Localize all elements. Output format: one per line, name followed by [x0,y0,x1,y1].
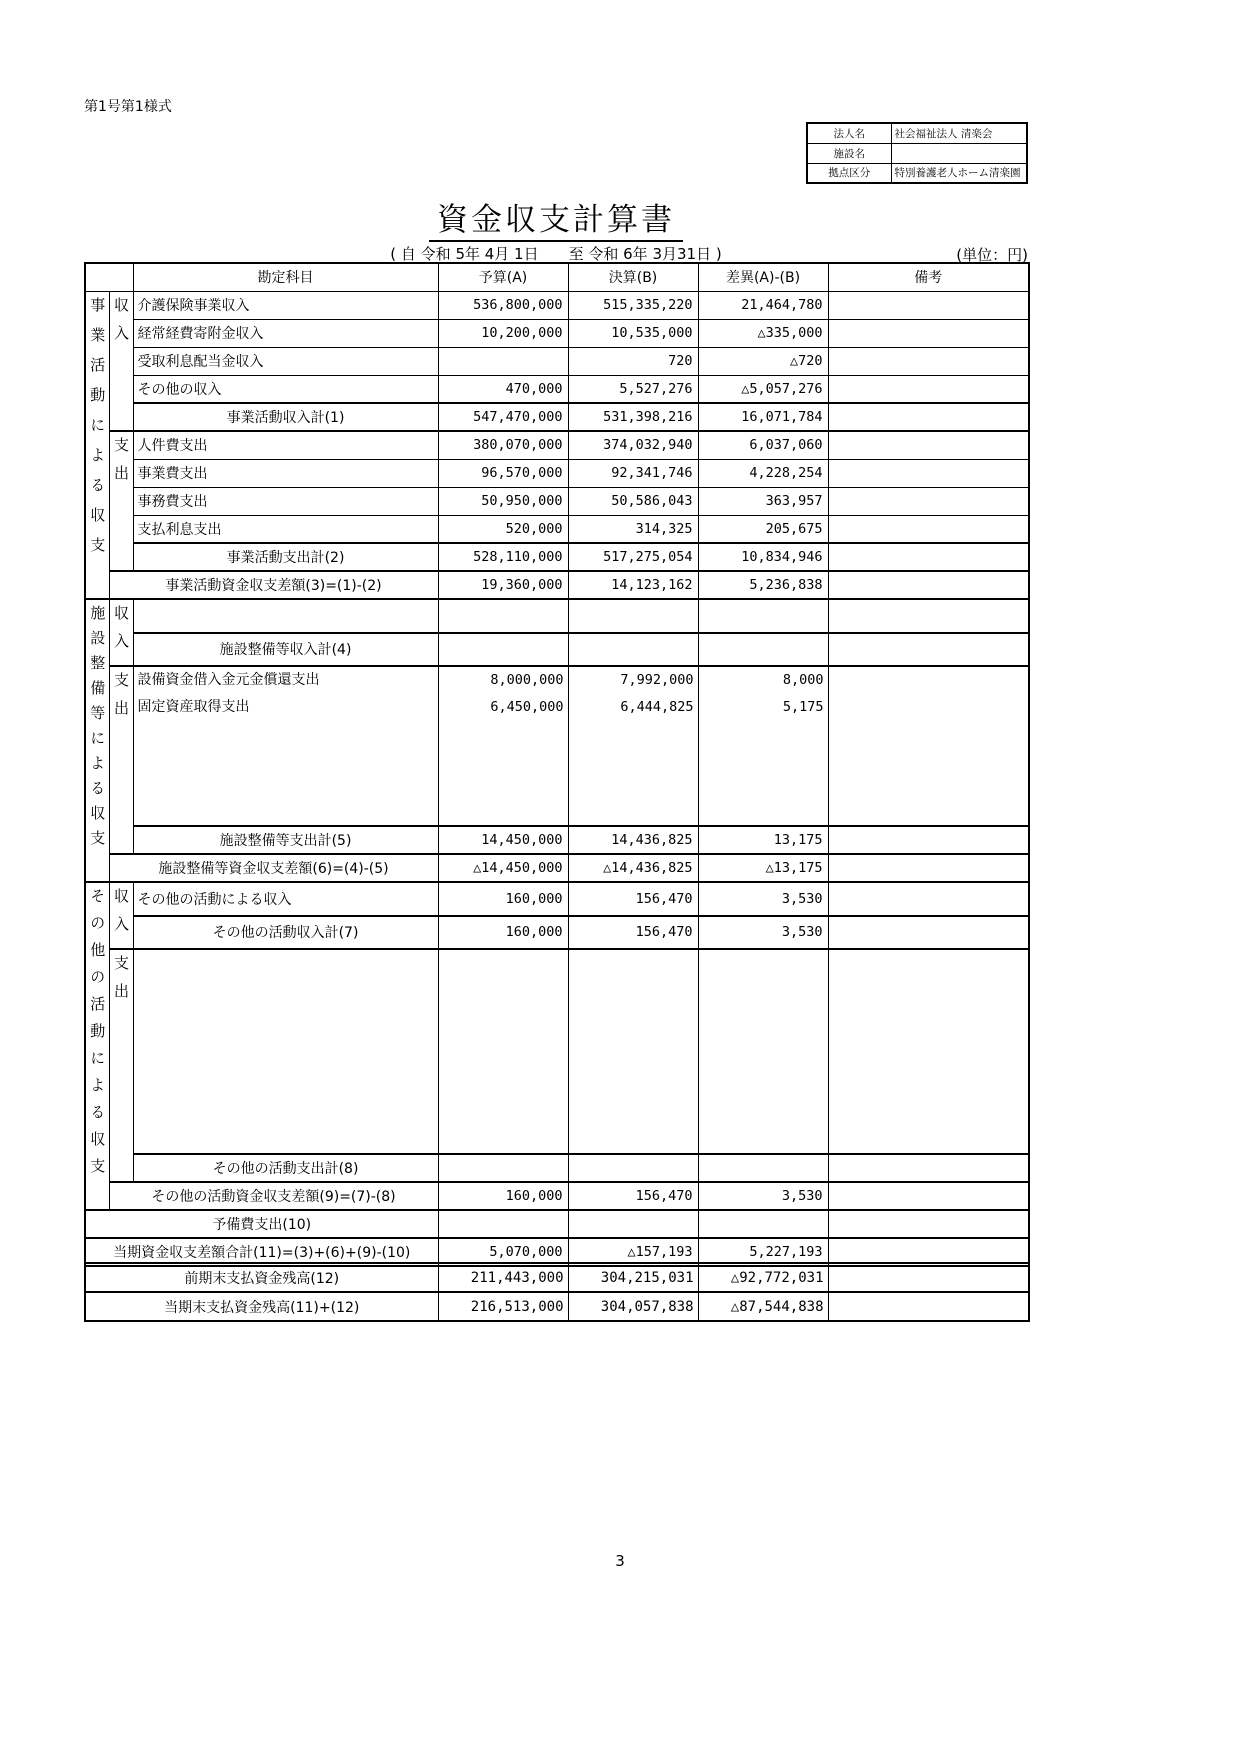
diff-cell: △13,175 [698,854,828,882]
diff-cell: 16,071,784 [698,403,828,431]
diff-cell: 5,175 [782,699,824,715]
income-group-label: 収入 [109,599,133,666]
account-cell: 当期資金収支差額合計(11)=(3)+(6)+(9)-(10) [85,1238,438,1266]
balance-row [85,1182,1029,1210]
table-row [85,882,1029,916]
note-cell [828,571,1029,599]
account-cell: その他の活動収入計(7) [133,916,438,950]
note-cell [828,949,1029,1154]
settlement-cell: △157,193 [568,1238,698,1266]
subtotal-row [85,1154,1029,1182]
settlement-cell: 14,123,162 [568,571,698,599]
budget-cell [438,347,568,375]
budget-cell: △14,450,000 [438,854,568,882]
budget-cell: 160,000 [438,882,568,916]
settlement-cell: 10,535,000 [568,319,698,347]
settlement-cell: 517,275,054 [568,543,698,571]
account-cell: その他の収入 [133,375,438,403]
budget-cell: 380,070,000 [438,431,568,459]
account-cell: 施設整備等支出計(5) [133,826,438,854]
expense-block-row [85,666,1029,826]
settlement-cell: 720 [568,347,698,375]
account-cell: 事業活動支出計(2) [133,543,438,571]
diff-cell [698,633,828,667]
table-row [85,431,1029,459]
account-cell: 予備費支出(10) [85,1210,438,1238]
note-cell [828,599,1029,633]
income-group-label: 収入 [109,291,133,431]
settlement-cell: 515,335,220 [568,291,698,319]
settlement-cell: 314,325 [568,515,698,543]
division-label: 拠点区分 [807,163,891,183]
header-account: 勘定科目 [133,263,438,291]
table-row [85,347,1029,375]
settlement-cell [568,633,698,667]
balance-row [85,571,1029,599]
budget-cell: 5,070,000 [438,1238,568,1266]
facility-name-label: 施設名 [807,143,891,163]
note-cell [828,403,1029,431]
settlement-cell: 156,470 [568,1182,698,1210]
income-group-label: 収入 [109,882,133,949]
table-row [85,319,1029,347]
diff-cell: △92,772,031 [698,1263,828,1292]
header-budget: 予算(A) [438,263,568,291]
note-cell [828,515,1029,543]
note-cell [828,431,1029,459]
settlement-cell: 14,436,825 [568,826,698,854]
diff-cell: 5,236,838 [698,571,828,599]
page-number: 3 [615,1552,625,1570]
diff-block [698,666,828,826]
budget-cell: 216,513,000 [438,1292,568,1321]
budget-cell [438,1154,568,1182]
header-settlement: 決算(B) [568,263,698,291]
account-cell: 当期末支払資金残高(11)+(12) [85,1292,438,1321]
fund-balance-table [84,1262,1030,1322]
note-cell [828,375,1029,403]
section-label-facility: 施設整備等による収支 [85,599,109,882]
ending-balance-row [85,1292,1029,1321]
table-row [85,459,1029,487]
diff-cell: 3,530 [698,916,828,950]
account-cell: 介護保険事業収入 [133,291,438,319]
header-note: 備考 [828,263,1029,291]
note-cell [828,1210,1029,1238]
account-cell [133,599,438,633]
header-diff: 差異(A)-(B) [698,263,828,291]
account-cell: 事業費支出 [133,459,438,487]
diff-cell: 13,175 [698,826,828,854]
settlement-cell [568,1210,698,1238]
expense-group-label: 支出 [109,949,133,1182]
note-cell [828,916,1029,950]
table-row [85,291,1029,319]
account-cell: 施設整備等資金収支差額(6)=(4)-(5) [109,854,438,882]
note-cell [828,487,1029,515]
subtotal-row [85,916,1029,950]
page-title: 資金収支計算書 [429,194,683,242]
settlement-block [568,666,698,826]
account-cell: その他の活動による収入 [133,882,438,916]
corp-info-box [806,122,1028,184]
diff-cell: 363,957 [698,487,828,515]
note-cell [828,666,1029,826]
note-cell [828,543,1029,571]
settlement-cell: 374,032,940 [568,431,698,459]
budget-cell: 6,450,000 [490,699,564,715]
budget-cell: 547,470,000 [438,403,568,431]
account-cell: 事業活動資金収支差額(3)=(1)-(2) [109,571,438,599]
account-cell: 人件費支出 [133,431,438,459]
table-row [85,375,1029,403]
note-cell [828,854,1029,882]
budget-cell [438,1210,568,1238]
budget-cell: 160,000 [438,916,568,950]
settlement-cell: 531,398,216 [568,403,698,431]
budget-cell: 528,110,000 [438,543,568,571]
account-cell: 前期末支払資金残高(12) [85,1263,438,1292]
account-block [133,666,438,826]
account-cell [133,949,438,1154]
settlement-cell [568,949,698,1154]
budget-cell [438,949,568,1154]
title-area [84,194,1028,242]
diff-cell: 3,530 [698,882,828,916]
account-cell: 事務費支出 [133,487,438,515]
note-cell [828,633,1029,667]
budget-cell: 536,800,000 [438,291,568,319]
account-cell: 経常経費寄附金収入 [133,319,438,347]
budget-cell [438,633,568,667]
facility-name-row [807,143,1027,163]
note-cell [828,1182,1029,1210]
budget-block [438,666,568,826]
diff-cell [698,949,828,1154]
division-row [807,163,1027,183]
subtotal-row [85,543,1029,571]
reserve-row [85,1210,1029,1238]
note-cell [828,1263,1029,1292]
diff-cell: 10,834,946 [698,543,828,571]
diff-cell [698,1210,828,1238]
diff-cell: 6,037,060 [698,431,828,459]
settlement-cell: 304,215,031 [568,1263,698,1292]
budget-cell: 19,360,000 [438,571,568,599]
section-label-business: 事業活動による収支 [85,291,109,599]
settlement-cell: 156,470 [568,882,698,916]
subtotal-row [85,403,1029,431]
corp-name-value: 社会福祉法人 清楽会 [891,123,1027,143]
corp-name-label: 法人名 [807,123,891,143]
account-cell: 固定資産取得支出 [137,699,250,715]
diff-cell [698,1154,828,1182]
diff-cell: △87,544,838 [698,1292,828,1321]
previous-balance-row [85,1263,1029,1292]
budget-cell: 50,950,000 [438,487,568,515]
budget-cell: 470,000 [438,375,568,403]
budget-cell: 8,000,000 [490,672,564,688]
table-row [85,487,1029,515]
diff-cell [698,599,828,633]
account-cell: 設備資金借入金元金償還支出 [137,672,320,688]
budget-cell: 14,450,000 [438,826,568,854]
note-cell [828,826,1029,854]
diff-cell: △720 [698,347,828,375]
table-row [85,599,1029,633]
expense-group-label: 支出 [109,431,133,571]
settlement-cell: 5,527,276 [568,375,698,403]
diff-cell: 8,000 [782,672,824,688]
table-header-row [85,263,1029,291]
budget-cell: 520,000 [438,515,568,543]
settlement-cell [568,599,698,633]
diff-cell: △5,057,276 [698,375,828,403]
table-row [85,515,1029,543]
settlement-cell: 6,444,825 [620,699,694,715]
account-cell: その他の活動支出計(8) [133,1154,438,1182]
diff-cell: 4,228,254 [698,459,828,487]
account-cell: 支払利息支出 [133,515,438,543]
budget-cell: 96,570,000 [438,459,568,487]
settlement-cell: 50,586,043 [568,487,698,515]
account-cell: 事業活動収入計(1) [133,403,438,431]
settlement-cell: 7,992,000 [620,672,694,688]
account-cell: 受取利息配当金収入 [133,347,438,375]
diff-cell: △335,000 [698,319,828,347]
settlement-cell: 156,470 [568,916,698,950]
budget-cell: 160,000 [438,1182,568,1210]
note-cell [828,459,1029,487]
diff-cell: 3,530 [698,1182,828,1210]
settlement-cell: 92,341,746 [568,459,698,487]
budget-cell: 211,443,000 [438,1263,568,1292]
note-cell [828,1292,1029,1321]
settlement-cell [568,1154,698,1182]
subtotal-row [85,826,1029,854]
diff-cell: 5,227,193 [698,1238,828,1266]
expense-group-label: 支出 [109,666,133,854]
note-cell [828,291,1029,319]
settlement-cell: 304,057,838 [568,1292,698,1321]
balance-row [85,854,1029,882]
cashflow-table [84,262,1030,1267]
note-cell [828,882,1029,916]
settlement-cell: △14,436,825 [568,854,698,882]
period-area [84,243,1028,264]
diff-cell: 21,464,780 [698,291,828,319]
subtotal-row [85,633,1029,667]
unit-note: (単位：円) [956,246,1028,264]
expense-blank-row [85,949,1029,1154]
account-cell: その他の活動資金収支差額(9)=(7)-(8) [109,1182,438,1210]
section-label-other: その他の活動による収支 [85,882,109,1210]
note-cell [828,347,1029,375]
header-corner-cell [85,263,133,291]
account-cell: 施設整備等収入計(4) [133,633,438,667]
division-value: 特別養護老人ホーム清楽園 [891,163,1027,183]
report-period: ( 自 令和 5年 4月 1日 至 令和 6年 3月31日 ) [390,245,722,263]
note-cell [828,319,1029,347]
facility-name-value [891,143,1027,163]
budget-cell: 10,200,000 [438,319,568,347]
corp-name-row [807,123,1027,143]
note-cell [828,1154,1029,1182]
budget-cell [438,599,568,633]
form-number: 第1号第1様式 [84,99,172,115]
diff-cell: 205,675 [698,515,828,543]
